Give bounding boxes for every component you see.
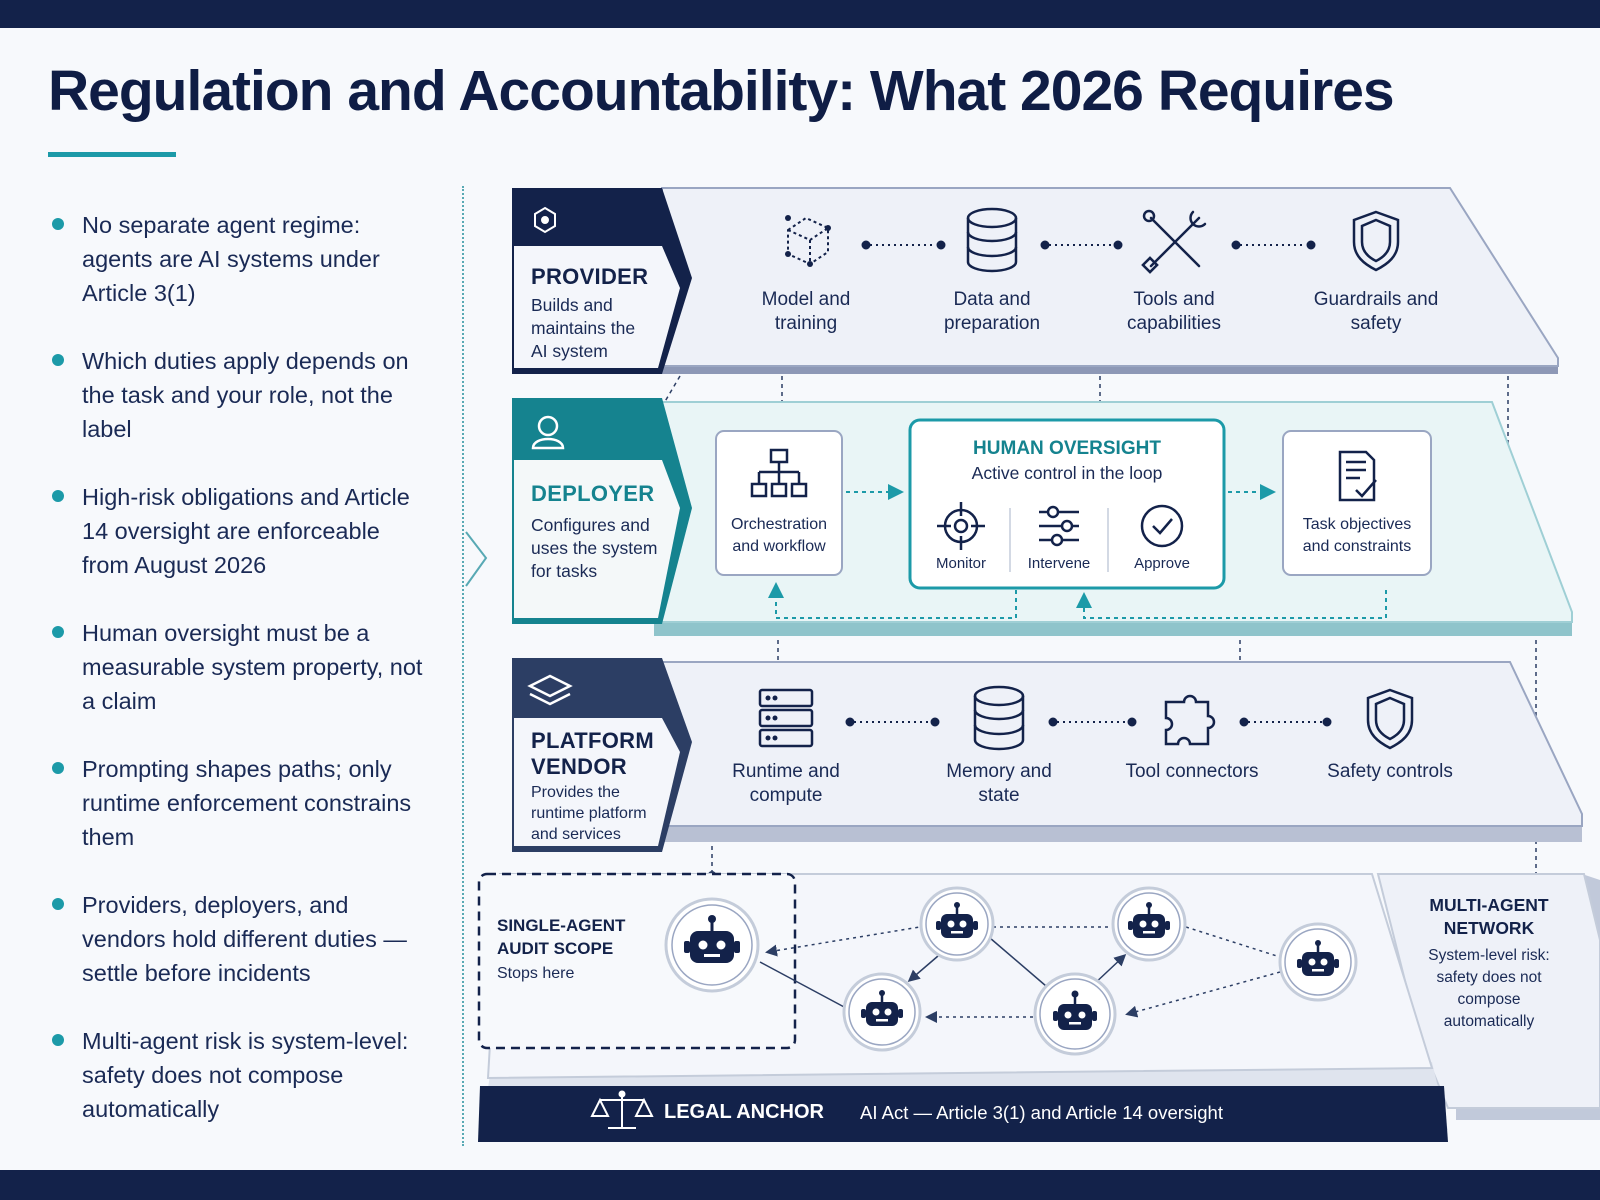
platform-layer [512,658,1582,852]
robot-icon [666,899,758,991]
provider-description: Builds and maintains the AI system [531,295,636,361]
robot-icon [921,888,993,960]
deployer-description: Configures and uses the system for tasks [531,515,658,581]
legal-anchor-title: LEGAL ANCHOR [664,1101,824,1123]
single-agent-scope-title: SINGLE-AGENT AUDIT SCOPE [497,916,626,958]
model-training-label: Model and training [761,289,851,334]
robot-icon [1280,924,1356,1000]
key-point: Multi-agent risk is system-level: safety does not compose automatically [50,1024,430,1126]
divider-chevron-icon [466,532,486,586]
monitor-label: Monitor [935,555,987,572]
key-point: Prompting shapes paths; only runtime enforcement constrains them [50,752,430,854]
legal-anchor-text: AI Act — Article 3(1) and Article 14 oversight [860,1102,1223,1123]
tool-connectors-label: Tool connectors [1125,761,1259,782]
platform-vendor-description: Provides the runtime platform and services [531,784,647,843]
human-oversight-title: HUMAN OVERSIGHT [973,438,1161,459]
memory-state-label: Memory and state [946,761,1052,806]
key-point: Human oversight must be a measurable system property, not a claim [50,616,430,718]
data-preparation-label: Data and preparation [943,289,1041,334]
bottom-bar [0,1170,1600,1200]
key-point: No separate agent regime: agents are AI systems under Article 3(1) [50,208,430,310]
key-point: High-risk obligations and Article 14 oversight are enforceable from August 2026 [50,480,430,582]
safety-controls-label: Safety controls [1327,761,1453,782]
key-point: Which duties apply depends on the task and your role, not the label [50,344,430,446]
platform-vendor-title: PLATFORM VENDOR [531,728,654,779]
provider-title: PROVIDER [531,264,649,289]
robot-icon [844,974,920,1050]
provider-layer [512,188,1558,374]
multi-agent-title: MULTI-AGENT NETWORK [1429,895,1549,938]
task-objectives-label: Task objectives and constraints [1302,516,1412,555]
robot-icon [1113,888,1185,960]
runtime-compute-label: Runtime and compute [732,761,840,806]
orchestration-label: Orchestration and workflow [730,516,828,555]
tools-capabilities-label: Tools and capabilities [1127,289,1221,334]
human-oversight-subtitle: Active control in the loop [971,463,1163,483]
sliders-icon [1039,507,1079,545]
intervene-label: Intervene [1027,555,1091,572]
guardrails-safety-label: Guardrails and safety [1313,289,1439,334]
key-point: Providers, deployers, and vendors hold different duties — settle before incidents [50,888,430,990]
multi-agent-description: System-level risk: safety does not compose automatically [1428,947,1550,1030]
robot-icon [1035,974,1115,1054]
page-title: Regulation and Accountability: What 2026 Requires [48,59,1394,123]
single-agent-scope-subtitle: Stops here [497,965,575,982]
approve-label: Approve [1134,555,1190,572]
deployer-title: DEPLOYER [531,481,655,506]
